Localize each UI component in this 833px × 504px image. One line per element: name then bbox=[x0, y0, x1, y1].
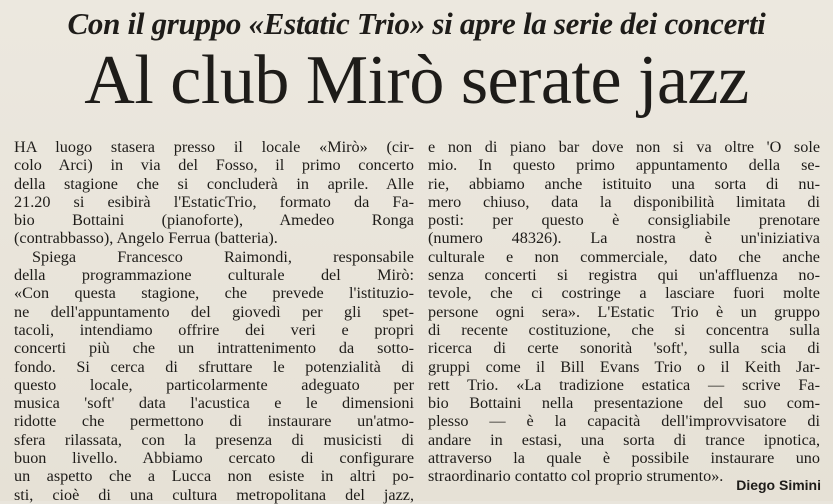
text-line: (contrabbasso), Angelo Ferrua (batteria). bbox=[14, 229, 278, 248]
text-line: mero chiuso, data la disponibilità limitata di bbox=[428, 192, 820, 211]
article-kicker: Con il gruppo «Estatic Trio» si apre la serie dei concerti bbox=[67, 6, 766, 41]
text-line: fondo. Si cerca di sfruttare le potenzialità di bbox=[14, 357, 414, 376]
text-line: ridotte che permettono di instaurare un'atmo- bbox=[14, 412, 414, 431]
text-line: senza concerti si registra qui un'affluenza no- bbox=[428, 266, 820, 285]
text-line: di recente costituzione, che si concentra sulla bbox=[428, 320, 820, 339]
text-line: musica 'soft' data l'acustica e le dimensioni bbox=[14, 394, 414, 413]
text-line: bio Bottaini (pianoforte), Amedeo Ronga bbox=[14, 211, 414, 230]
text-line: andare in estasi, una sorta di trance ipnotica, bbox=[428, 430, 820, 449]
text-line: colo Arci) in via del Fosso, il primo concerto bbox=[14, 156, 414, 175]
text-line: sfera rilassata, con la presenza di musicisti di bbox=[14, 430, 414, 449]
text-line: buon livello. Abbiamo cercato di configurare bbox=[14, 449, 414, 468]
text-line: gruppi come il Bill Evans Trio o il Keith Jar- bbox=[428, 357, 820, 376]
text-line: un aspetto che a Lucca non esiste in altri po- bbox=[14, 467, 414, 486]
text-line: HA luogo stasera presso il locale «Mirò» (cir- bbox=[14, 138, 414, 156]
text-line: 21.20 si esibirà l'EstaticTrio, formato da Fa- bbox=[14, 192, 414, 211]
text-line: rie, abbiamo anche istituito una sorta di nu- bbox=[428, 174, 820, 193]
text-line: culturale e non commerciale, dato che anche bbox=[428, 247, 820, 266]
article-column-left bbox=[14, 138, 414, 504]
text-line: persone ogni sera». L'Estatic Trio è un gruppo bbox=[428, 302, 820, 321]
author-byline: Diego Simini bbox=[736, 477, 821, 493]
text-line: Spiega Francesco Raimondi, responsabile bbox=[32, 247, 414, 266]
text-line: posti: per questo è consigliabile prenotare bbox=[428, 211, 820, 230]
text-line: mio. In questo primo appuntamento della se- bbox=[428, 156, 820, 175]
text-line: plesso — è la capacità dell'improvvisatore di bbox=[428, 412, 820, 431]
text-line: e non di piano bar dove non si va oltre 'O sole bbox=[428, 138, 820, 156]
text-line: attraverso la quale è possibile instaurare uno bbox=[428, 449, 820, 468]
text-line: concerti più che un intrattenimento da sotto- bbox=[14, 339, 414, 358]
text-line: «Con questa stagione, che prevede l'istituzio- bbox=[14, 284, 414, 303]
text-line: straordinario contatto col proprio strumento». bbox=[428, 467, 724, 486]
text-line: della stagione che si concluderà in aprile. Alle bbox=[14, 174, 414, 193]
text-line: tevole, che ci costringe a lasciare fuori molte bbox=[428, 284, 820, 303]
text-line: sti, cioè di una cultura metropolitana del jazz, bbox=[14, 485, 414, 504]
article-headline: Al club Mirò serate jazz bbox=[84, 42, 749, 119]
text-line: tacoli, intendiamo offrire dei veri e propri bbox=[14, 320, 414, 339]
text-line: ricerca di certe sonorità 'soft', sulla scia di bbox=[428, 339, 820, 358]
text-line: della programmazione culturale del Mirò: bbox=[14, 266, 414, 285]
text-line: ne dell'appuntamento del giovedì per gli spet- bbox=[14, 302, 414, 321]
text-line: bio Bottaini nella presentazione del suo com- bbox=[428, 394, 820, 413]
text-line: questo locale, particolarmente adeguato per bbox=[14, 375, 414, 394]
article-column-right bbox=[428, 138, 820, 486]
text-line: (numero 48326). La nostra è un'iniziativa bbox=[428, 229, 820, 248]
text-line: rett Trio. «La tradizione estatica — scrive Fa- bbox=[428, 375, 820, 394]
